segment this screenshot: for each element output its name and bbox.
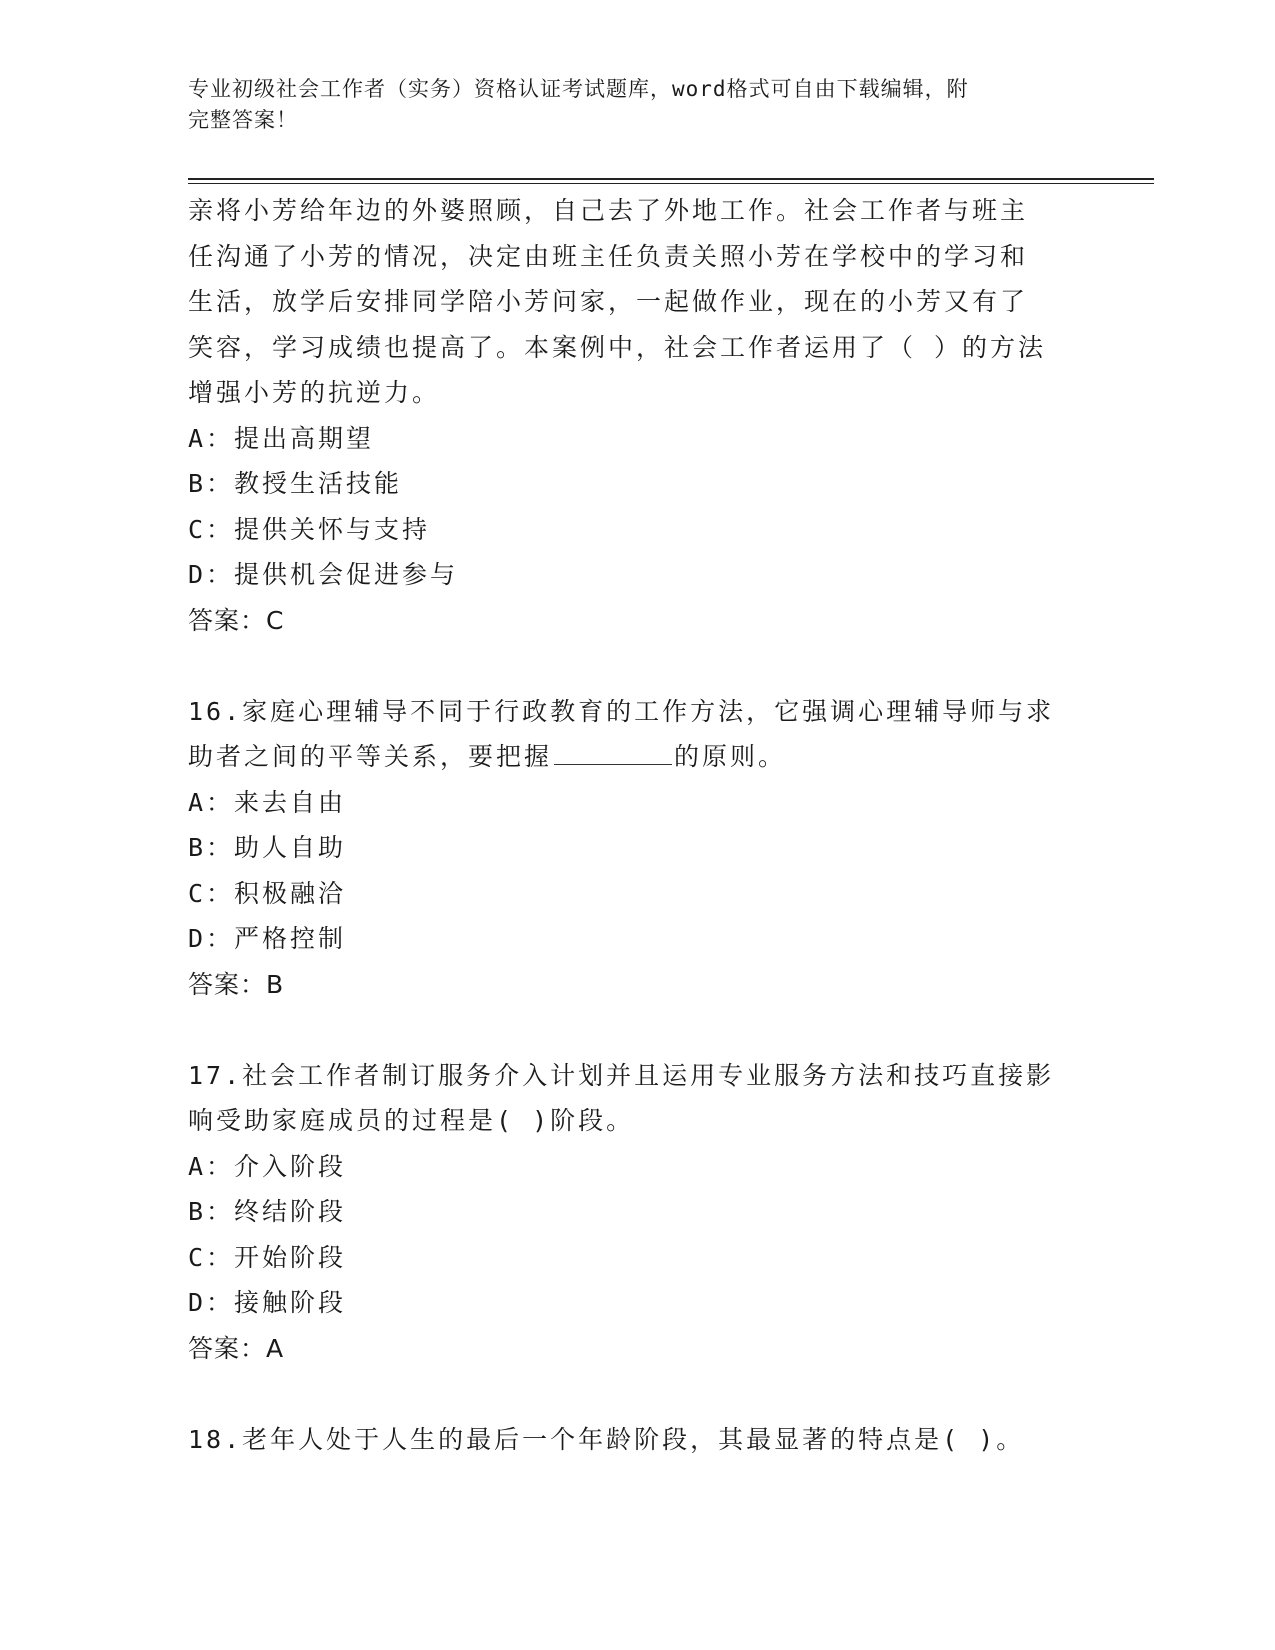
header-title-line-1: 专业初级社会工作者（实务）资格认证考试题库，word格式可自由下载编辑，附 bbox=[188, 77, 969, 101]
option-a: A：来去自由 bbox=[188, 787, 347, 817]
question-text-line bbox=[188, 734, 1088, 780]
question-spacer bbox=[188, 1007, 1088, 1053]
option-d: D：接触阶段 bbox=[188, 1288, 347, 1317]
question-15 bbox=[188, 188, 1088, 643]
question-spacer bbox=[188, 1371, 1088, 1417]
document-header bbox=[188, 74, 1068, 136]
question-text-line: 增强小芳的抗逆力。 bbox=[188, 378, 441, 407]
fill-in-blank bbox=[554, 740, 672, 765]
answer-line: 答案：B bbox=[188, 969, 285, 999]
header-divider-thin bbox=[188, 183, 1154, 184]
option-b: B：助人自助 bbox=[188, 833, 347, 862]
question-text-segment: 助者之间的平等关系，要把握 bbox=[188, 742, 553, 771]
answer-line: 答案：A bbox=[188, 1333, 285, 1363]
question-text-line: 16.家庭心理辅导不同于行政教育的工作方法，它强调心理辅导师与求 bbox=[188, 696, 1055, 726]
option-d: D：严格控制 bbox=[188, 924, 347, 953]
header-divider bbox=[188, 178, 1154, 180]
question-17 bbox=[188, 1053, 1088, 1372]
option-c: C：积极融洽 bbox=[188, 878, 347, 908]
question-text-segment: 的原则。 bbox=[674, 742, 787, 771]
question-text-line: 任沟通了小芳的情况，决定由班主任负责关照小芳在学校中的学习和 bbox=[188, 241, 1029, 271]
question-list bbox=[188, 188, 1088, 1462]
question-18 bbox=[188, 1417, 1088, 1463]
question-spacer bbox=[188, 643, 1088, 689]
option-c: C：提供关怀与支持 bbox=[188, 514, 431, 544]
option-d: D：提供机会促进参与 bbox=[188, 560, 459, 589]
header-title-line-2: 完整答案！ bbox=[188, 108, 298, 132]
answer-line: 答案：C bbox=[188, 605, 285, 635]
question-16 bbox=[188, 689, 1088, 1008]
question-text-line: 生活，放学后安排同学陪小芳问家，一起做作业，现在的小芳又有了 bbox=[188, 287, 1029, 316]
option-a: A：提出高期望 bbox=[188, 423, 375, 453]
question-text-line: 笑容，学习成绩也提高了。本案例中，社会工作者运用了（ ）的方法 bbox=[188, 332, 1047, 362]
option-b: B：终结阶段 bbox=[188, 1197, 347, 1226]
question-text-line: 亲将小芳给年边的外婆照顾，自己去了外地工作。社会工作者与班主 bbox=[188, 196, 1029, 225]
question-text-line: 17.社会工作者制订服务介入计划并且运用专业服务方法和技巧直接影 bbox=[188, 1060, 1055, 1090]
option-a: A：介入阶段 bbox=[188, 1151, 347, 1181]
option-c: C：开始阶段 bbox=[188, 1242, 347, 1272]
option-b: B：教授生活技能 bbox=[188, 469, 403, 498]
question-text-line: 18.老年人处于人生的最后一个年龄阶段，其最显著的特点是( )。 bbox=[188, 1424, 1025, 1454]
question-text-line: 响受助家庭成员的过程是( )阶段。 bbox=[188, 1106, 635, 1135]
